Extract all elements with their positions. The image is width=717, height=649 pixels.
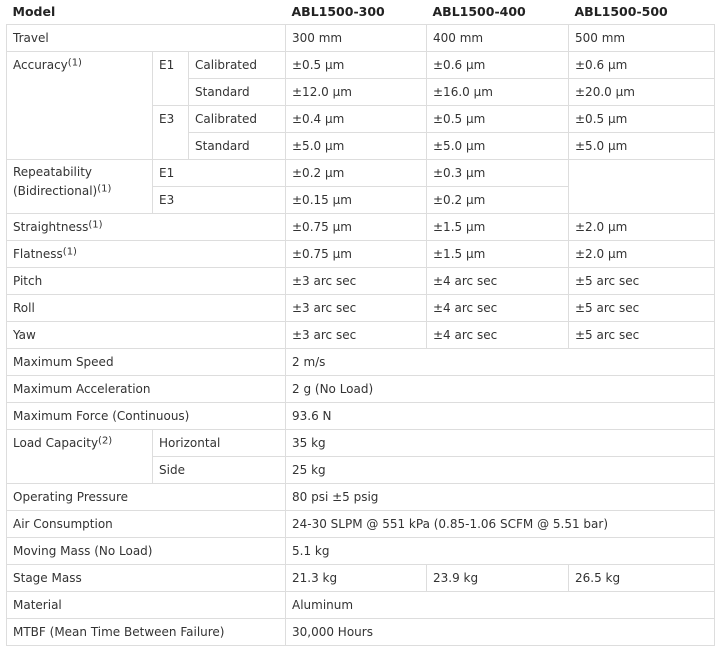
material-row	[7, 592, 715, 619]
mtbf-row	[7, 619, 715, 646]
pitch-500: ±5 arc sec	[569, 268, 715, 295]
accuracy-e1-standard-400: ±16.0 µm	[427, 79, 569, 106]
load-capacity-row	[7, 430, 715, 457]
repeatability-e1-400: ±0.3 µm	[427, 160, 569, 187]
travel-400: 400 mm	[427, 25, 569, 52]
max-force-row	[7, 403, 715, 430]
accuracy-e3-calibrated-label: Calibrated	[189, 106, 286, 133]
accuracy-label	[7, 52, 153, 160]
max-speed-value: 2 m/s	[286, 349, 715, 376]
yaw-label: Yaw	[7, 322, 286, 349]
repeatability-500-empty	[569, 160, 715, 214]
max-accel-value: 2 g (No Load)	[286, 376, 715, 403]
roll-300: ±3 arc sec	[286, 295, 427, 322]
operating-pressure-label: Operating Pressure	[7, 484, 286, 511]
roll-row	[7, 295, 715, 322]
air-consumption-row	[7, 511, 715, 538]
stage-mass-400: 23.9 kg	[427, 565, 569, 592]
max-accel-row	[7, 376, 715, 403]
repeatability-e3-300: ±0.15 µm	[286, 187, 427, 214]
accuracy-label-text: Accuracy	[13, 58, 68, 72]
stage-mass-label: Stage Mass	[7, 565, 286, 592]
accuracy-e1-standard-500: ±20.0 µm	[569, 79, 715, 106]
moving-mass-value: 5.1 kg	[286, 538, 715, 565]
accuracy-e3-calibrated-400: ±0.5 µm	[427, 106, 569, 133]
repeatability-label	[7, 160, 153, 214]
straightness-label	[7, 214, 286, 241]
yaw-row	[7, 322, 715, 349]
max-force-value: 93.6 N	[286, 403, 715, 430]
max-accel-label: Maximum Acceleration	[7, 376, 286, 403]
yaw-500: ±5 arc sec	[569, 322, 715, 349]
straightness-300: ±0.75 µm	[286, 214, 427, 241]
accuracy-e1-label: E1	[153, 52, 189, 106]
pitch-row	[7, 268, 715, 295]
material-label: Material	[7, 592, 286, 619]
repeatability-e3-label: E3	[153, 187, 286, 214]
load-capacity-side-label: Side	[153, 457, 286, 484]
accuracy-e3-standard-400: ±5.0 µm	[427, 133, 569, 160]
pitch-label: Pitch	[7, 268, 286, 295]
load-capacity-label	[7, 430, 153, 484]
model-col-400: ABL1500-400	[432, 4, 526, 19]
straightness-note: (1)	[88, 219, 103, 231]
model-col-500: ABL1500-500	[574, 4, 668, 19]
accuracy-e3-calibrated-300: ±0.4 µm	[286, 106, 427, 133]
operating-pressure-value: 80 psi ±5 psig	[286, 484, 715, 511]
straightness-label-text: Straightness	[13, 220, 89, 234]
roll-label: Roll	[7, 295, 286, 322]
accuracy-row	[7, 52, 715, 79]
travel-300: 300 mm	[286, 25, 427, 52]
max-force-label: Maximum Force (Continuous)	[7, 403, 286, 430]
roll-500: ±5 arc sec	[569, 295, 715, 322]
repeatability-e1-300: ±0.2 µm	[286, 160, 427, 187]
air-consumption-label: Air Consumption	[7, 511, 286, 538]
stage-mass-row	[7, 565, 715, 592]
pitch-400: ±4 arc sec	[427, 268, 569, 295]
operating-pressure-row	[7, 484, 715, 511]
repeatability-label-line2: (Bidirectional)	[13, 184, 98, 198]
load-capacity-label-text: Load Capacity	[13, 436, 99, 450]
pitch-300: ±3 arc sec	[286, 268, 427, 295]
accuracy-e1-calibrated-400: ±0.6 µm	[427, 52, 569, 79]
accuracy-e3-standard-label: Standard	[189, 133, 286, 160]
straightness-row	[7, 214, 715, 241]
stage-mass-500: 26.5 kg	[569, 565, 715, 592]
load-capacity-horizontal-label: Horizontal	[153, 430, 286, 457]
flatness-label	[7, 241, 286, 268]
roll-400: ±4 arc sec	[427, 295, 569, 322]
flatness-500: ±2.0 µm	[569, 241, 715, 268]
mtbf-label: MTBF (Mean Time Between Failure)	[7, 619, 286, 646]
air-consumption-value: 24-30 SLPM @ 551 kPa (0.85-1.06 SCFM @ 5.51 bar)	[286, 511, 715, 538]
repeatability-label-line1: Repeatability	[13, 165, 93, 179]
travel-row	[7, 25, 715, 52]
load-capacity-side-value: 25 kg	[286, 457, 715, 484]
flatness-300: ±0.75 µm	[286, 241, 427, 268]
max-speed-row	[7, 349, 715, 376]
flatness-400: ±1.5 µm	[427, 241, 569, 268]
load-capacity-note: (2)	[98, 435, 113, 447]
travel-500: 500 mm	[569, 25, 715, 52]
accuracy-e3-standard-500: ±5.0 µm	[569, 133, 715, 160]
accuracy-e1-standard-label: Standard	[189, 79, 286, 106]
model-header: Model	[12, 4, 56, 19]
load-capacity-horizontal-value: 35 kg	[286, 430, 715, 457]
accuracy-e1-calibrated-300: ±0.5 µm	[286, 52, 427, 79]
accuracy-note: (1)	[67, 57, 82, 69]
spec-table	[6, 0, 715, 646]
accuracy-e1-standard-300: ±12.0 µm	[286, 79, 427, 106]
travel-label: Travel	[7, 25, 286, 52]
accuracy-e1-calibrated-500: ±0.6 µm	[569, 52, 715, 79]
header-row	[7, 0, 715, 25]
stage-mass-300: 21.3 kg	[286, 565, 427, 592]
max-speed-label: Maximum Speed	[7, 349, 286, 376]
yaw-300: ±3 arc sec	[286, 322, 427, 349]
repeatability-e3-400: ±0.2 µm	[427, 187, 569, 214]
repeatability-e1-label: E1	[153, 160, 286, 187]
mtbf-value: 30,000 Hours	[286, 619, 715, 646]
moving-mass-row	[7, 538, 715, 565]
accuracy-e3-standard-300: ±5.0 µm	[286, 133, 427, 160]
flatness-row	[7, 241, 715, 268]
flatness-label-text: Flatness	[13, 247, 63, 261]
flatness-note: (1)	[62, 246, 77, 258]
model-col-300: ABL1500-300	[291, 4, 385, 19]
accuracy-e1-calibrated-label: Calibrated	[189, 52, 286, 79]
repeatability-row	[7, 160, 715, 187]
accuracy-e3-calibrated-500: ±0.5 µm	[569, 106, 715, 133]
straightness-400: ±1.5 µm	[427, 214, 569, 241]
repeatability-note: (1)	[97, 183, 112, 195]
yaw-400: ±4 arc sec	[427, 322, 569, 349]
accuracy-e3-label: E3	[153, 106, 189, 160]
moving-mass-label: Moving Mass (No Load)	[7, 538, 286, 565]
material-value: Aluminum	[286, 592, 715, 619]
straightness-500: ±2.0 µm	[569, 214, 715, 241]
